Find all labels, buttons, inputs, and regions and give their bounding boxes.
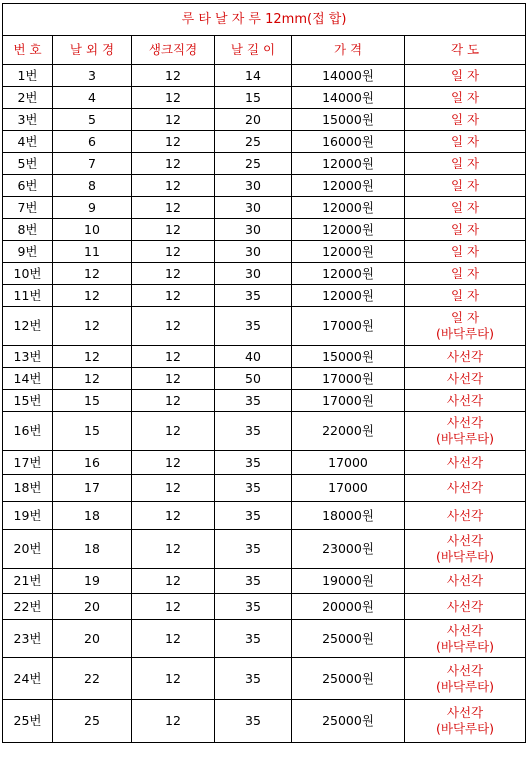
blade-diameter-cell: 12: [53, 285, 132, 307]
price-cell: 17000원: [292, 390, 405, 412]
table-row: [3, 620, 526, 658]
blade-length-cell: 35: [215, 451, 292, 475]
blade-length-cell: 30: [215, 197, 292, 219]
row-number-cell: 16번: [3, 412, 53, 451]
shank-diameter-cell: 12: [132, 390, 215, 412]
angle-label: 사선각: [446, 507, 484, 523]
blade-length-cell: 35: [215, 569, 292, 594]
table-row: [3, 153, 526, 175]
row-number-cell: 25번: [3, 700, 53, 743]
row-number-cell: 10번: [3, 263, 53, 285]
row-number-cell: 15번: [3, 390, 53, 412]
blade-length-cell: 30: [215, 263, 292, 285]
table-row: [3, 451, 526, 475]
angle-cell: [405, 658, 526, 700]
blade-length-cell: 35: [215, 502, 292, 530]
angle-cell: [405, 153, 526, 175]
price-cell: 14000원: [292, 87, 405, 109]
angle-label: 일 자: [450, 265, 480, 281]
blade-diameter-cell: 16: [53, 451, 132, 475]
price-cell: 14000원: [292, 65, 405, 87]
row-number-cell: 12번: [3, 307, 53, 346]
angle-cell: [405, 87, 526, 109]
shank-diameter-cell: 12: [132, 475, 215, 502]
angle-label: 일 자: [450, 199, 480, 215]
price-cell: 17000원: [292, 368, 405, 390]
angle-label: 일 자: [450, 133, 480, 149]
angle-cell: [405, 241, 526, 263]
angle-label: 사선각: [446, 480, 484, 495]
blade-diameter-cell: 18: [53, 502, 132, 530]
row-number-cell: 24번: [3, 658, 53, 700]
angle-sublabel: (바닥루타): [436, 721, 495, 736]
row-number-cell: 23번: [3, 620, 53, 658]
shank-diameter-cell: 12: [132, 307, 215, 346]
price-cell: 17000: [292, 475, 405, 502]
table-row: [3, 475, 526, 502]
angle-cell: [405, 502, 526, 530]
blade-diameter-cell: 19: [53, 569, 132, 594]
blade-length-cell: 25: [215, 153, 292, 175]
angle-cell: [405, 109, 526, 131]
shank-diameter-cell: 12: [132, 412, 215, 451]
angle-label: 사선각: [446, 573, 484, 588]
blade-diameter-cell: 20: [53, 620, 132, 658]
blade-diameter-cell: 15: [53, 390, 132, 412]
shank-diameter-cell: 12: [132, 65, 215, 87]
blade-length-cell: 35: [215, 658, 292, 700]
price-table: [2, 3, 526, 743]
blade-diameter-cell: 8: [53, 175, 132, 197]
price-cell: 25000원: [292, 620, 405, 658]
blade-diameter-cell: 15: [53, 412, 132, 451]
row-number-cell: 8번: [3, 219, 53, 241]
shank-diameter-cell: 12: [132, 594, 215, 620]
price-cell: 12000원: [292, 175, 405, 197]
blade-diameter-cell: 12: [53, 346, 132, 368]
angle-cell: [405, 390, 526, 412]
table-row: [3, 700, 526, 743]
angle-cell: [405, 131, 526, 153]
angle-cell: [405, 451, 526, 475]
row-number-cell: 18번: [3, 475, 53, 502]
price-cell: 20000원: [292, 594, 405, 620]
blade-length-cell: 35: [215, 700, 292, 743]
shank-diameter-cell: 12: [132, 241, 215, 263]
angle-label: 일 자: [450, 243, 480, 259]
table-row: [3, 346, 526, 368]
row-number-cell: 22번: [3, 594, 53, 620]
angle-sublabel: (바닥루타): [436, 678, 495, 694]
shank-diameter-cell: 12: [132, 131, 215, 153]
shank-diameter-cell: 12: [132, 700, 215, 743]
angle-cell: [405, 307, 526, 346]
angle-sublabel: (바닥루타): [436, 549, 495, 564]
blade-diameter-cell: 12: [53, 307, 132, 346]
angle-label: 사선각: [446, 533, 484, 548]
price-cell: 15000원: [292, 109, 405, 131]
row-number-cell: 7번: [3, 197, 53, 219]
row-number-cell: 3번: [3, 109, 53, 131]
row-number-cell: 21번: [3, 569, 53, 594]
angle-label: 일 자: [450, 310, 480, 325]
angle-label: 일 자: [450, 221, 480, 237]
price-cell: 12000원: [292, 197, 405, 219]
blade-diameter-cell: 10: [53, 219, 132, 241]
blade-diameter-cell: 18: [53, 530, 132, 569]
table-row: [3, 87, 526, 109]
row-number-cell: 19번: [3, 502, 53, 530]
shank-diameter-cell: 12: [132, 451, 215, 475]
angle-cell: [405, 263, 526, 285]
header-no: 번 호: [3, 36, 53, 65]
blade-diameter-cell: 12: [53, 368, 132, 390]
shank-diameter-cell: 12: [132, 263, 215, 285]
angle-cell: [405, 594, 526, 620]
blade-length-cell: 35: [215, 594, 292, 620]
shank-diameter-cell: 12: [132, 87, 215, 109]
angle-cell: [405, 412, 526, 451]
table-row: [3, 65, 526, 87]
table-row: [3, 390, 526, 412]
header-length: 날 길 이: [215, 36, 292, 65]
angle-cell: [405, 285, 526, 307]
table-row: [3, 307, 526, 346]
header-row: [3, 36, 526, 65]
angle-cell: [405, 569, 526, 594]
table-row: [3, 219, 526, 241]
blade-length-cell: 30: [215, 241, 292, 263]
blade-diameter-cell: 5: [53, 109, 132, 131]
blade-diameter-cell: 20: [53, 594, 132, 620]
price-cell: 12000원: [292, 263, 405, 285]
price-cell: 16000원: [292, 131, 405, 153]
blade-diameter-cell: 12: [53, 263, 132, 285]
price-cell: 12000원: [292, 285, 405, 307]
angle-label: 사선각: [446, 705, 484, 720]
table-row: [3, 569, 526, 594]
angle-label: 사선각: [446, 415, 484, 430]
table-row: [3, 263, 526, 285]
row-number-cell: 14번: [3, 368, 53, 390]
blade-length-cell: 35: [215, 475, 292, 502]
price-cell: 18000원: [292, 502, 405, 530]
angle-sublabel: (바닥루타): [436, 431, 495, 446]
angle-label: 사선각: [446, 622, 484, 638]
row-number-cell: 17번: [3, 451, 53, 475]
angle-label: 사선각: [446, 662, 484, 678]
blade-diameter-cell: 4: [53, 87, 132, 109]
row-number-cell: 11번: [3, 285, 53, 307]
shank-diameter-cell: 12: [132, 502, 215, 530]
blade-length-cell: 35: [215, 285, 292, 307]
price-cell: 17000원: [292, 307, 405, 346]
table-row: [3, 285, 526, 307]
table-row: [3, 197, 526, 219]
shank-diameter-cell: 12: [132, 109, 215, 131]
row-number-cell: 13번: [3, 346, 53, 368]
blade-length-cell: 14: [215, 65, 292, 87]
angle-cell: [405, 475, 526, 502]
price-cell: 17000: [292, 451, 405, 475]
row-number-cell: 20번: [3, 530, 53, 569]
price-cell: 19000원: [292, 569, 405, 594]
table-row: [3, 658, 526, 700]
price-cell: 12000원: [292, 153, 405, 175]
table-row: [3, 175, 526, 197]
price-cell: 12000원: [292, 219, 405, 241]
shank-diameter-cell: 12: [132, 197, 215, 219]
header-diameter: 날 외 경: [53, 36, 132, 65]
table-row: [3, 412, 526, 451]
row-number-cell: 2번: [3, 87, 53, 109]
price-cell: 25000원: [292, 658, 405, 700]
shank-diameter-cell: 12: [132, 219, 215, 241]
header-price: 가 격: [292, 36, 405, 65]
angle-label: 일 자: [450, 287, 480, 303]
angle-label: 일 자: [450, 155, 480, 171]
shank-diameter-cell: 12: [132, 285, 215, 307]
table-row: [3, 530, 526, 569]
price-cell: 22000원: [292, 412, 405, 451]
blade-length-cell: 15: [215, 87, 292, 109]
blade-length-cell: 35: [215, 412, 292, 451]
blade-diameter-cell: 17: [53, 475, 132, 502]
blade-diameter-cell: 25: [53, 700, 132, 743]
shank-diameter-cell: 12: [132, 530, 215, 569]
angle-label: 사선각: [446, 370, 484, 386]
shank-diameter-cell: 12: [132, 153, 215, 175]
angle-cell: [405, 368, 526, 390]
row-number-cell: 1번: [3, 65, 53, 87]
angle-cell: [405, 620, 526, 658]
angle-label: 사선각: [446, 598, 484, 614]
angle-cell: [405, 175, 526, 197]
price-cell: 12000원: [292, 241, 405, 263]
blade-length-cell: 35: [215, 390, 292, 412]
price-cell: 25000원: [292, 700, 405, 743]
shank-diameter-cell: 12: [132, 658, 215, 700]
blade-length-cell: 40: [215, 346, 292, 368]
angle-cell: [405, 197, 526, 219]
row-number-cell: 4번: [3, 131, 53, 153]
blade-diameter-cell: 22: [53, 658, 132, 700]
shank-diameter-cell: 12: [132, 368, 215, 390]
table-body: [3, 65, 526, 743]
angle-cell: [405, 530, 526, 569]
blade-length-cell: 35: [215, 307, 292, 346]
shank-diameter-cell: 12: [132, 346, 215, 368]
angle-cell: [405, 346, 526, 368]
angle-label: 사선각: [446, 392, 484, 408]
table-row: [3, 109, 526, 131]
table-row: [3, 368, 526, 390]
blade-length-cell: 50: [215, 368, 292, 390]
table-row: [3, 241, 526, 263]
angle-cell: [405, 700, 526, 743]
table-title: 루 타 날 자 루 12mm(접 합): [3, 4, 526, 36]
header-shank: 생크직경: [132, 36, 215, 65]
angle-cell: [405, 65, 526, 87]
row-number-cell: 6번: [3, 175, 53, 197]
shank-diameter-cell: 12: [132, 569, 215, 594]
header-angle: 각 도: [405, 36, 526, 65]
blade-length-cell: 30: [215, 175, 292, 197]
table-row: [3, 502, 526, 530]
blade-length-cell: 25: [215, 131, 292, 153]
angle-cell: [405, 219, 526, 241]
shank-diameter-cell: 12: [132, 620, 215, 658]
blade-diameter-cell: 3: [53, 65, 132, 87]
blade-diameter-cell: 7: [53, 153, 132, 175]
angle-label: 일 자: [450, 67, 480, 83]
table-row: [3, 131, 526, 153]
row-number-cell: 9번: [3, 241, 53, 263]
angle-sublabel: (바닥루타): [436, 638, 495, 654]
blade-diameter-cell: 6: [53, 131, 132, 153]
angle-label: 사선각: [446, 348, 484, 364]
price-cell: 23000원: [292, 530, 405, 569]
angle-label: 일 자: [450, 111, 480, 127]
angle-label: 일 자: [450, 177, 480, 193]
blade-diameter-cell: 11: [53, 241, 132, 263]
blade-length-cell: 35: [215, 620, 292, 658]
shank-diameter-cell: 12: [132, 175, 215, 197]
angle-label: 일 자: [450, 89, 480, 105]
row-number-cell: 5번: [3, 153, 53, 175]
blade-diameter-cell: 9: [53, 197, 132, 219]
blade-length-cell: 20: [215, 109, 292, 131]
price-cell: 15000원: [292, 346, 405, 368]
blade-length-cell: 35: [215, 530, 292, 569]
angle-sublabel: (바닥루타): [436, 326, 495, 341]
angle-label: 사선각: [446, 454, 484, 470]
blade-length-cell: 30: [215, 219, 292, 241]
table-row: [3, 594, 526, 620]
